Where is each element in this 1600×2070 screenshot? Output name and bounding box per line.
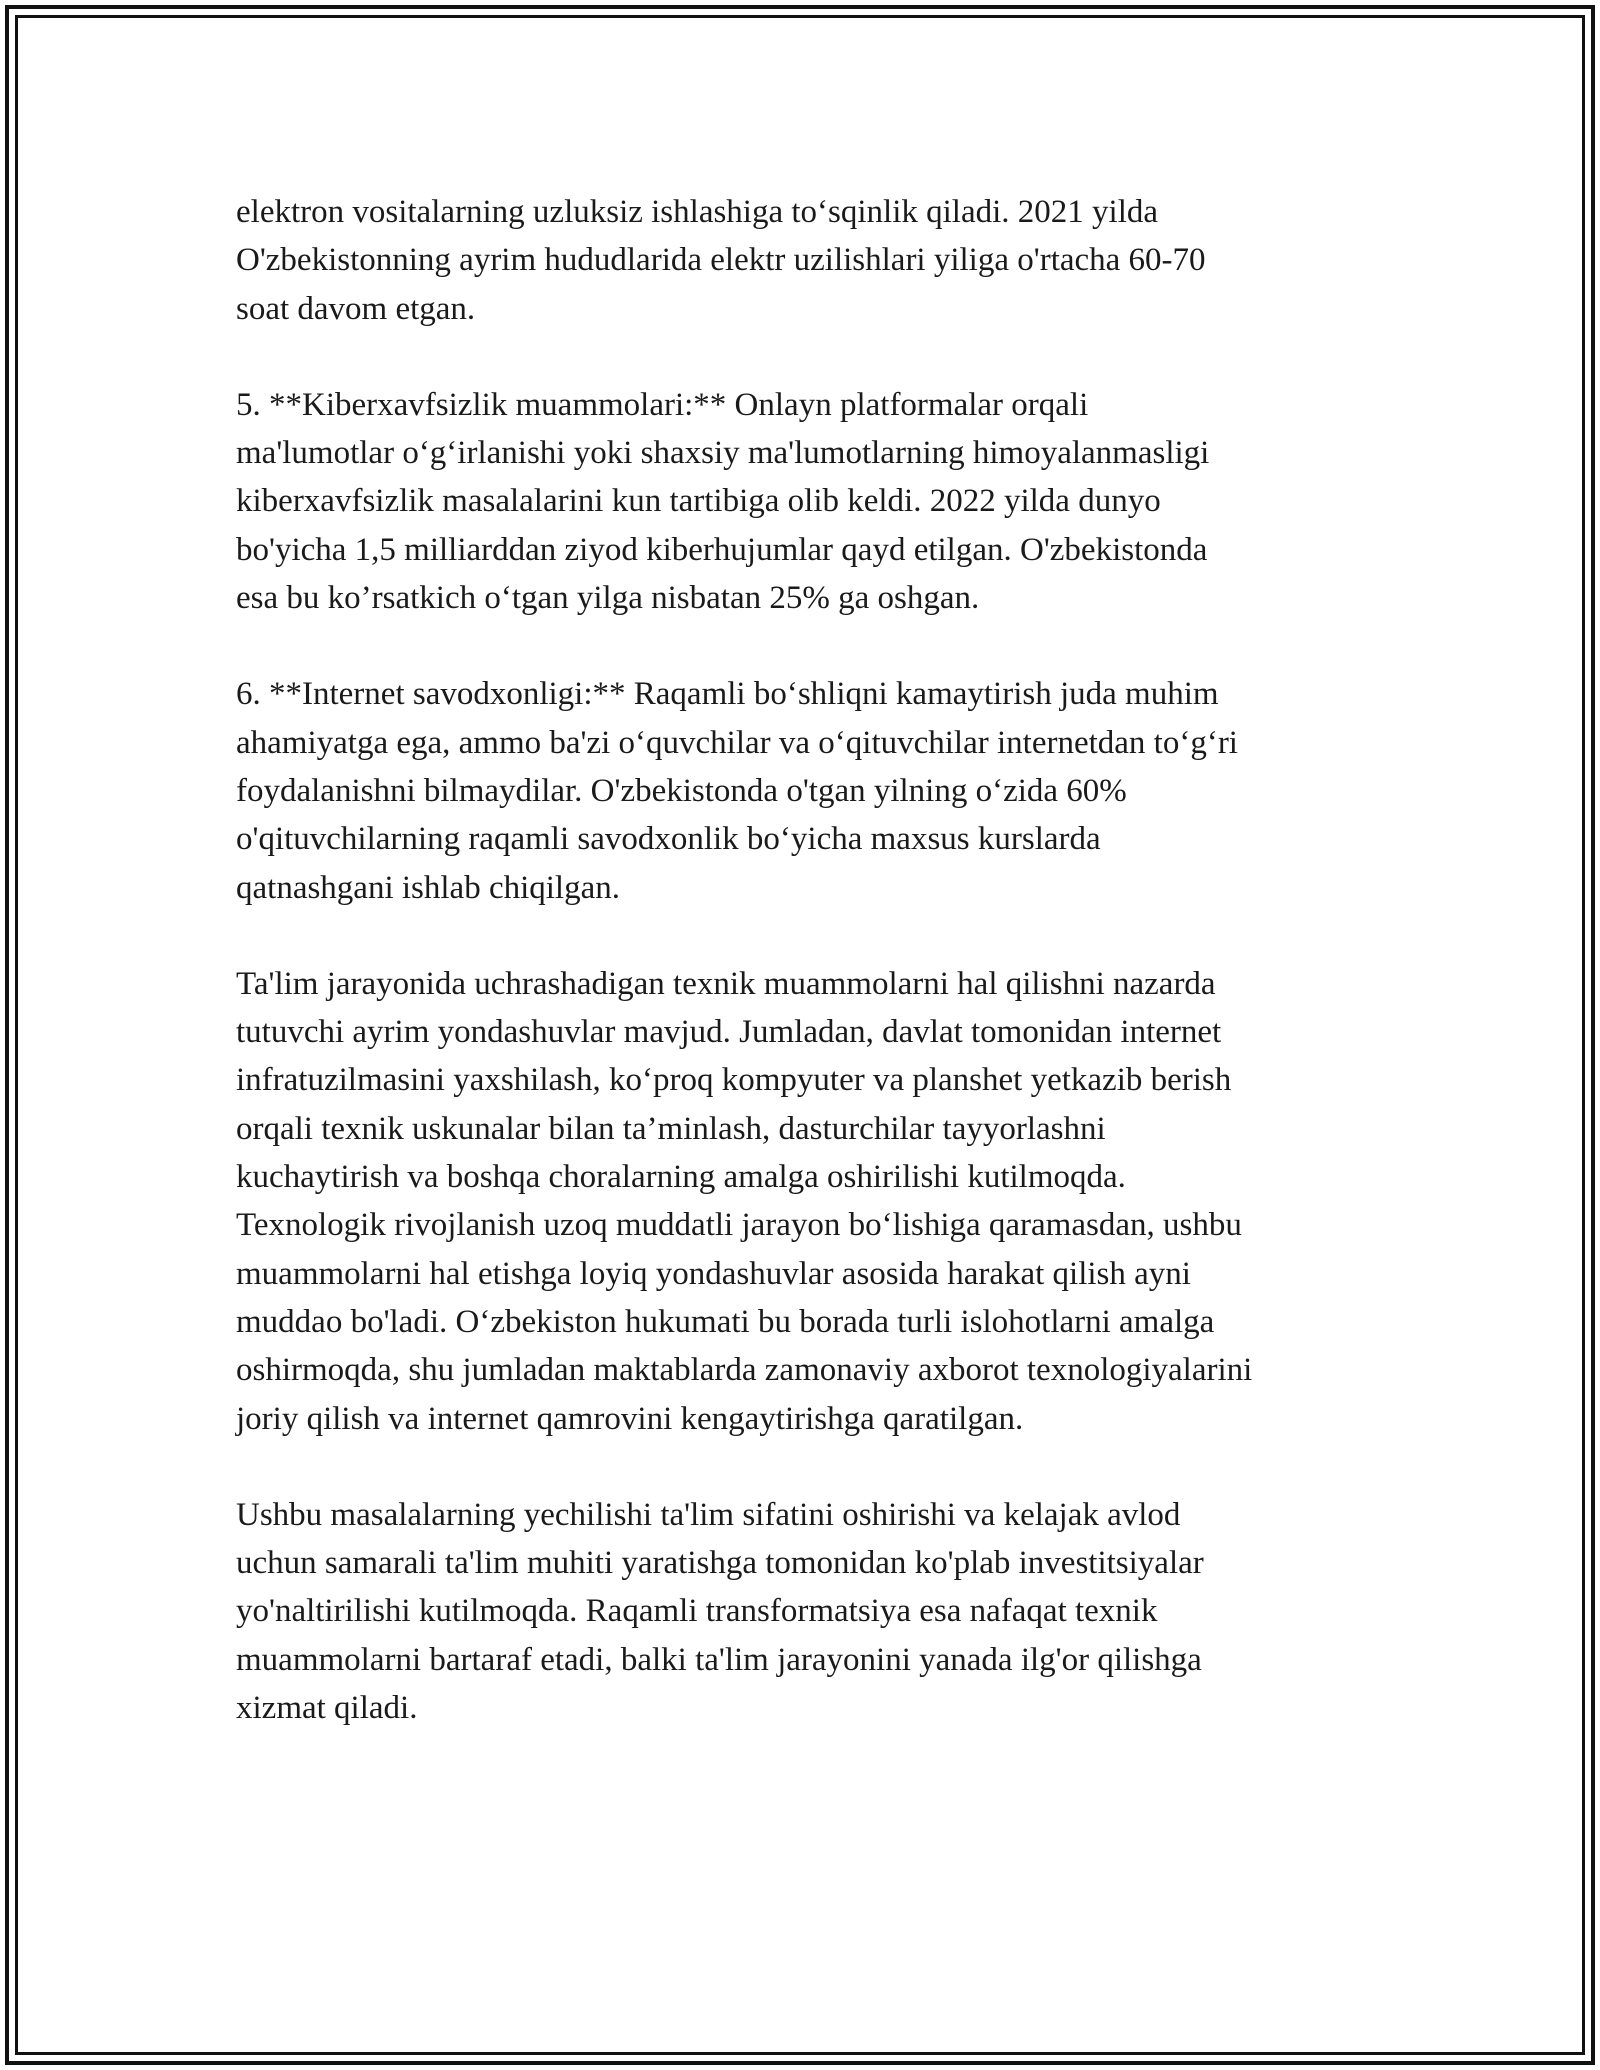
text-line: oshirmoqda, shu jumladan maktablarda zamonaviy axborot texnologiyalarini <box>236 1352 1253 1389</box>
text-line: muddao bo'ladi. O‘zbekiston hukumati bu borada turli islohotlarni amalga <box>236 1303 1215 1340</box>
paragraph-cybersecurity <box>236 381 1376 622</box>
document-body <box>236 188 1376 1780</box>
text-line: 6. **Internet savodxonligi:** Raqamli bo‘shliqni kamaytirish juda muhim <box>236 676 1219 713</box>
text-line: kiberxavfsizlik masalalarini kun tartibiga olib keldi. 2022 yilda dunyo <box>236 483 1161 520</box>
text-line: ma'lumotlar o‘g‘irlanishi yoki shaxsiy ma'lumotlarning himoyalanmasligi <box>236 435 1210 472</box>
text-line: joriy qilish va internet qamrovini kengaytirishga qaratilgan. <box>236 1400 1024 1437</box>
text-line: soat davom etgan. <box>236 290 476 327</box>
paragraph-power-outages <box>236 188 1376 333</box>
paragraph-approaches <box>236 960 1376 1443</box>
text-line: 5. **Kiberxavfsizlik muammolari:** Onlayn platformalar orqali <box>236 386 1089 423</box>
text-line: muammolarni hal etishga loyiq yondashuvlar asosida harakat qilish ayni <box>236 1255 1191 1292</box>
text-line: qatnashgani ishlab chiqilgan. <box>236 869 620 906</box>
text-line: uchun samarali ta'lim muhiti yaratishga tomonidan ko'plab investitsiyalar <box>236 1545 1204 1582</box>
text-line: bo'yicha 1,5 milliarddan ziyod kiberhujumlar qayd etilgan. O'zbekistonda <box>236 531 1208 568</box>
text-line: Texnologik rivojlanish uzoq muddatli jarayon bo‘lishiga qaramasdan, ushbu <box>236 1207 1242 1244</box>
text-line: foydalanishni bilmaydilar. O'zbekistonda o'tgan yilning o‘zida 60% <box>236 772 1127 809</box>
text-line: elektron vositalarning uzluksiz ishlashiga to‘sqinlik qiladi. 2021 yilda <box>236 194 1159 230</box>
text-line: xizmat qiladi. <box>236 1690 418 1727</box>
text-line: esa bu ko’rsatkich o‘tgan yilga nisbatan 25% ga oshgan. <box>236 580 980 617</box>
text-line: O'zbekistonning ayrim hududlarida elektr uzilishlari yiliga o'rtacha 60-70 <box>236 242 1206 279</box>
text-line: ahamiyatga ega, ammo ba'zi o‘quvchilar va o‘qituvchilar internetdan to‘g‘ri <box>236 724 1238 761</box>
text-line: infratuzilmasini yaxshilash, ko‘proq kompyuter va planshet yetkazib berish <box>236 1062 1232 1099</box>
text-line: Ta'lim jarayonida uchrashadigan texnik muammolarni hal qilishni nazarda <box>236 965 1216 1002</box>
text-line: orqali texnik uskunalar bilan ta’minlash, dasturchilar tayyorlashni <box>236 1110 1106 1147</box>
paragraph-internet-literacy <box>236 670 1376 911</box>
text-line: kuchaytirish va boshqa choralarning amalga oshirilishi kutilmoqda. <box>236 1159 1126 1196</box>
text-line: yo'naltirilishi kutilmoqda. Raqamli transformatsiya esa nafaqat texnik <box>236 1593 1158 1630</box>
paragraph-conclusion <box>236 1491 1376 1732</box>
text-line: muammolarni bartaraf etadi, balki ta'lim jarayonini yanada ilg'or qilishga <box>236 1641 1202 1678</box>
text-line: tutuvchi ayrim yondashuvlar mavjud. Jumladan, davlat tomonidan internet <box>236 1014 1222 1051</box>
text-line: Ushbu masalalarning yechilishi ta'lim sifatini oshirishi va kelajak avlod <box>236 1496 1181 1533</box>
text-line: o'qituvchilarning raqamli savodxonlik bo‘yicha maxsus kurslarda <box>236 821 1101 858</box>
